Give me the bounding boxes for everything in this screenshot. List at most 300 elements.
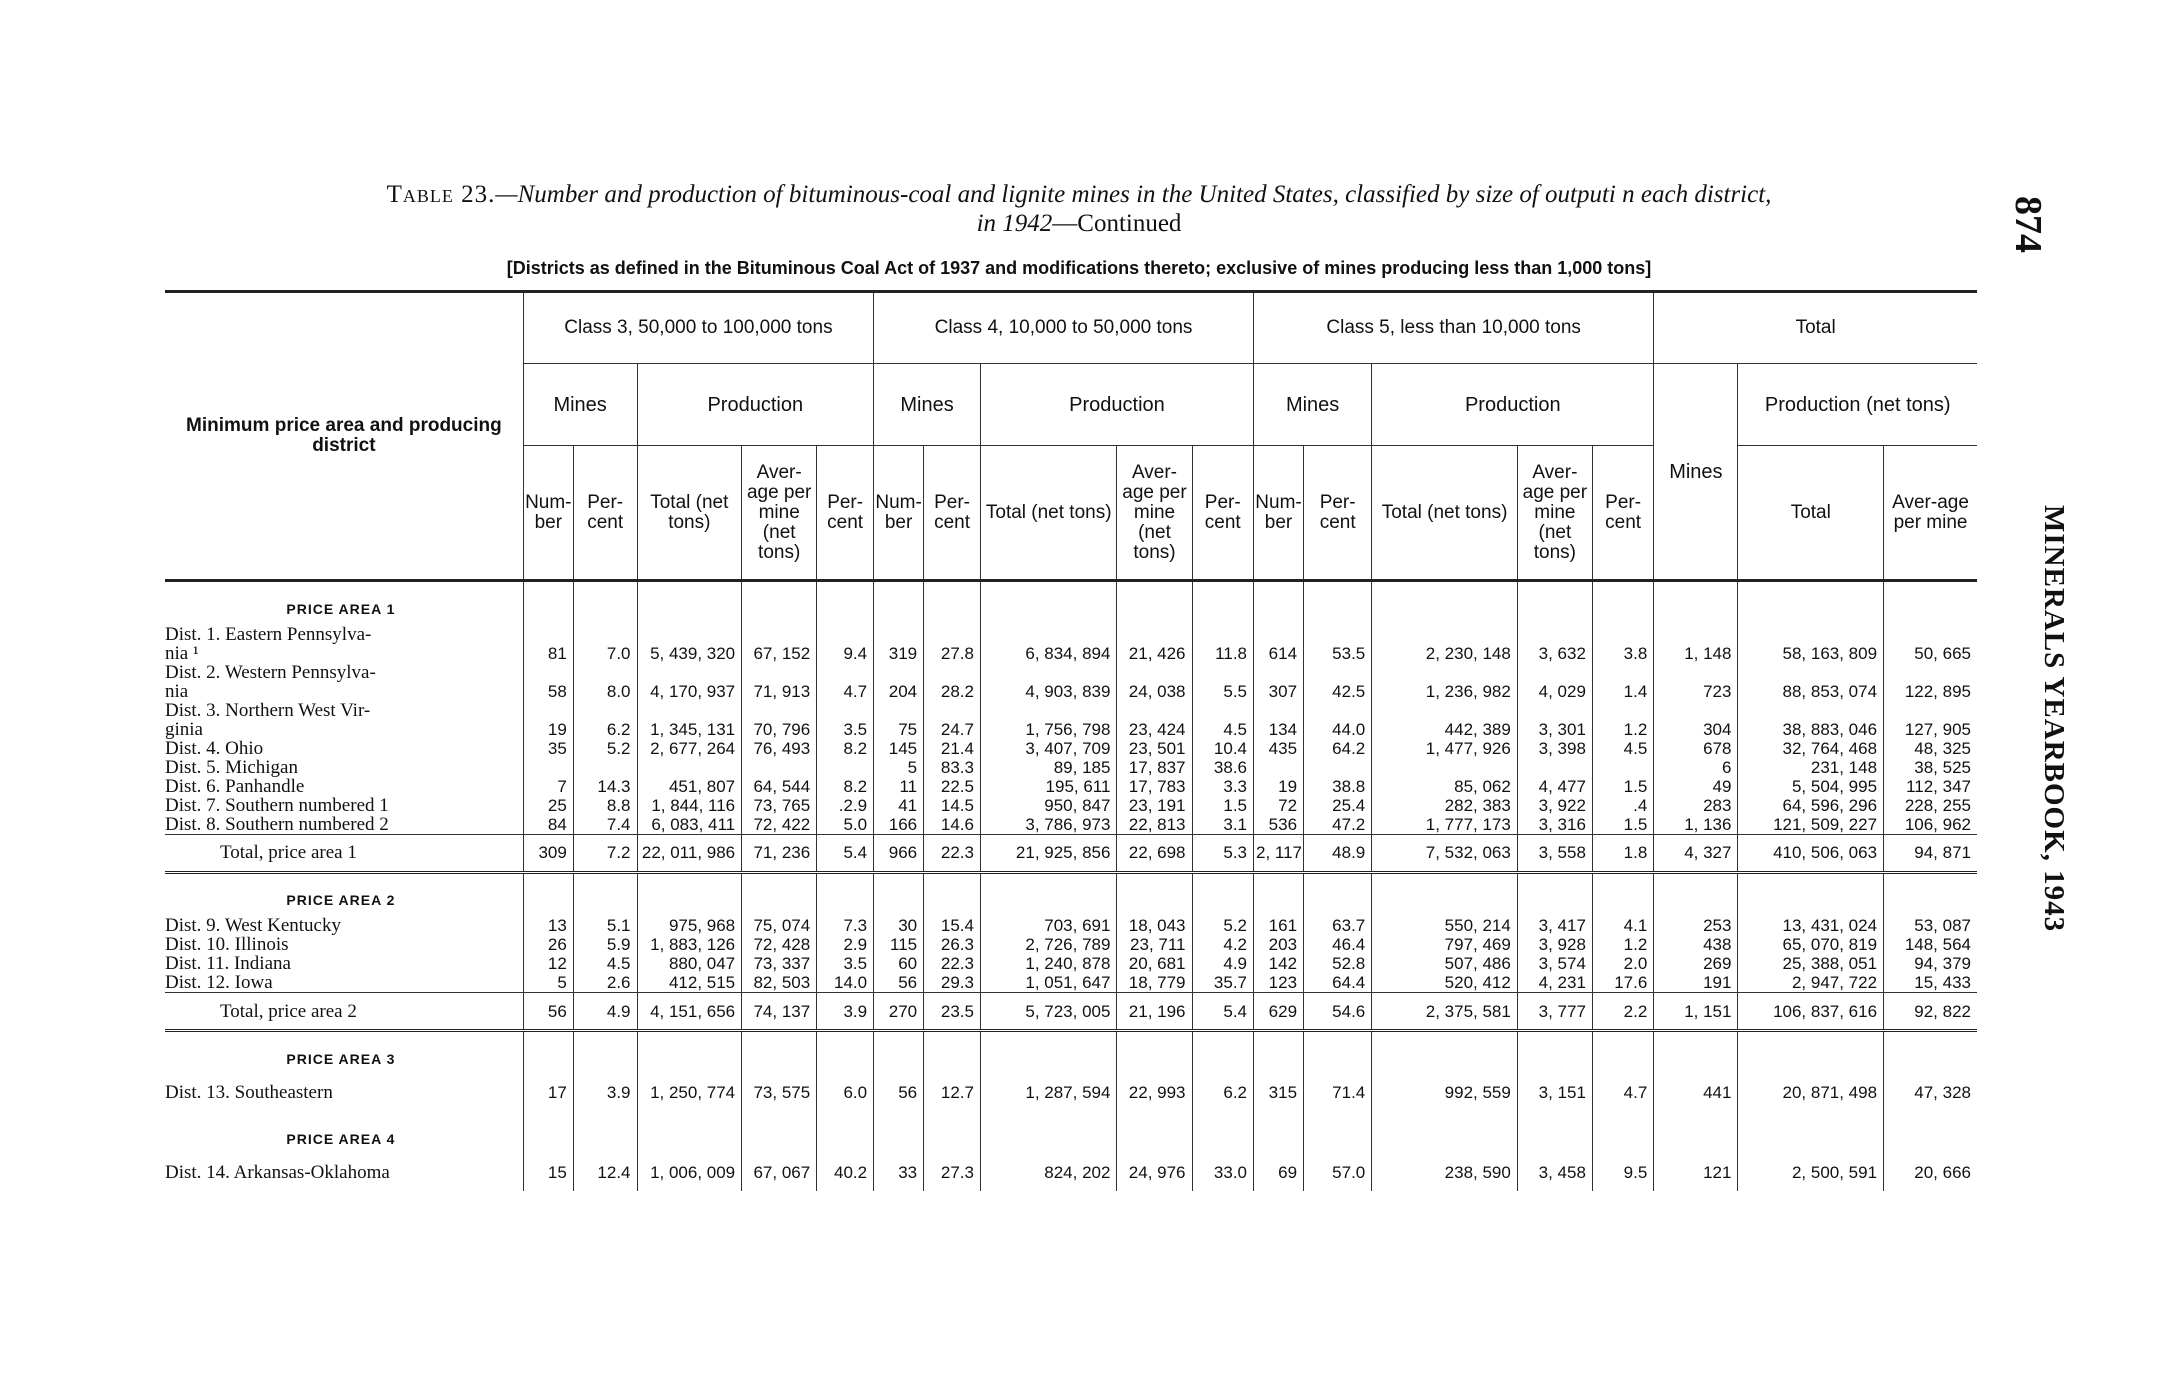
table-cell: 58: [523, 682, 573, 701]
table-cell: [1254, 663, 1304, 682]
table-cell: 1, 777, 173: [1372, 815, 1518, 835]
table-cell: [1884, 1111, 1977, 1155]
table-cell: [874, 625, 924, 644]
table-cell: 49: [1654, 777, 1738, 796]
table-cell: [817, 701, 874, 720]
table-cell: 122, 895: [1884, 682, 1977, 701]
table-cell: [523, 1111, 573, 1155]
table-cell: 7.2: [573, 834, 637, 872]
table-cell: 2, 726, 789: [980, 935, 1116, 954]
table-cell: 21, 196: [1117, 993, 1192, 1031]
table-cell: 48, 325: [1884, 739, 1977, 758]
table-cell: [1654, 872, 1738, 916]
table-cell: 2, 375, 581: [1372, 993, 1518, 1031]
table-cell: 7.4: [573, 815, 637, 835]
table-cell: [1304, 581, 1372, 625]
row-label: Total, price area 1: [165, 834, 523, 872]
table-cell: 38, 525: [1884, 758, 1977, 777]
table-cell: [523, 625, 573, 644]
table-cell: [1738, 1031, 1884, 1075]
row-label: Dist. 12. Iowa: [165, 972, 273, 993]
table-cell: 4.5: [1192, 720, 1253, 739]
table-cell: 22.3: [924, 954, 981, 973]
table-cell: 2, 947, 722: [1738, 973, 1884, 993]
class3-production-header: Production: [637, 364, 874, 446]
table-cell: 3.5: [817, 954, 874, 973]
table-cell: 17: [523, 1075, 573, 1111]
table-cell: [1372, 625, 1518, 644]
table-cell: 4, 151, 656: [637, 993, 742, 1031]
table-cell: 115: [874, 935, 924, 954]
table-cell: 40.2: [817, 1155, 874, 1191]
row-label: Dist. 8. Southern numbered 2: [165, 813, 389, 835]
table-cell: 1, 051, 647: [980, 973, 1116, 993]
table-cell: [980, 663, 1116, 682]
table-cell: 161: [1254, 916, 1304, 935]
table-title: [168, 180, 1990, 238]
table-cell: 72: [1254, 796, 1304, 815]
table-cell: 12: [523, 954, 573, 973]
table-cell: [924, 581, 981, 625]
table-cell: 17.6: [1592, 973, 1653, 993]
col-header-percent: Per-cent: [1592, 446, 1653, 581]
total-mines-header: Mines: [1654, 364, 1738, 581]
table-cell: [1592, 625, 1653, 644]
table-cell: [1884, 872, 1977, 916]
table-cell: 64, 544: [742, 777, 817, 796]
table-cell: [523, 1031, 573, 1075]
row-label: PRICE AREA 3: [286, 1050, 396, 1067]
table-cell: 5: [523, 973, 573, 993]
table-cell: 84: [523, 815, 573, 835]
table-cell: 17, 837: [1117, 758, 1192, 777]
table-cell: 92, 822: [1884, 993, 1977, 1031]
table-cell: 2, 230, 148: [1372, 644, 1518, 663]
table-cell: 106, 837, 616: [1738, 993, 1884, 1031]
table-cell: 614: [1254, 644, 1304, 663]
table-row: [165, 644, 1977, 663]
table-cell: 4, 231: [1517, 973, 1592, 993]
table-cell: [1372, 758, 1518, 777]
table-cell: [817, 625, 874, 644]
table-cell: 15.4: [924, 916, 981, 935]
col-header-percent: Per-cent: [1304, 446, 1372, 581]
table-cell: 81: [523, 644, 573, 663]
table-cell: 24, 976: [1117, 1155, 1192, 1191]
class5-mines-header: Mines: [1254, 364, 1372, 446]
table-cell: [523, 663, 573, 682]
table-cell: 204: [874, 682, 924, 701]
table-cell: [1884, 701, 1977, 720]
table-cell: 195, 611: [980, 777, 1116, 796]
table-cell: 629: [1254, 993, 1304, 1031]
table-cell: 3, 558: [1517, 834, 1592, 872]
table-cell: [1654, 581, 1738, 625]
row-label: Total, price area 2: [165, 993, 523, 1031]
table-cell: 27.8: [924, 644, 981, 663]
table-cell: 72, 422: [742, 815, 817, 835]
row-label: Dist. 2. Western Pennsylva-: [165, 661, 376, 683]
table-cell: 435: [1254, 739, 1304, 758]
table-cell: 56: [874, 973, 924, 993]
table-row: [165, 935, 1977, 954]
table-cell: 25.4: [1304, 796, 1372, 815]
table-cell: .4: [1592, 796, 1653, 815]
table-cell: 20, 871, 498: [1738, 1075, 1884, 1111]
table-cell: 1.8: [1592, 834, 1653, 872]
table-cell: 65, 070, 819: [1738, 935, 1884, 954]
table-cell: 38.6: [1192, 758, 1253, 777]
row-label: Dist. 11. Indiana: [165, 953, 291, 974]
table-cell: 166: [874, 815, 924, 835]
table-cell: [1654, 701, 1738, 720]
table-cell: [1517, 701, 1592, 720]
table-cell: [1192, 1111, 1253, 1155]
table-cell: [1517, 1111, 1592, 1155]
class5-production-header: Production: [1372, 364, 1654, 446]
row-label: PRICE AREA 1: [286, 600, 396, 617]
total-production-header: Production (net tons): [1738, 364, 1977, 446]
table-cell: 228, 255: [1884, 796, 1977, 815]
table-cell: 9.5: [1592, 1155, 1653, 1191]
table-cell: 33.0: [1192, 1155, 1253, 1191]
table-cell: 1.5: [1592, 777, 1653, 796]
table-row: [165, 777, 1977, 796]
table-cell: [1117, 581, 1192, 625]
table-cell: 5, 439, 320: [637, 644, 742, 663]
table-cell: [1192, 625, 1253, 644]
table-cell: [1738, 1111, 1884, 1155]
table-cell: 5.2: [573, 739, 637, 758]
table-cell: 5.9: [573, 935, 637, 954]
table-cell: 71, 236: [742, 834, 817, 872]
table-cell: 238, 590: [1372, 1155, 1518, 1191]
row-label: Dist. 5. Michigan: [165, 756, 298, 778]
table-cell: 1, 477, 926: [1372, 739, 1518, 758]
table-row: [165, 1075, 1977, 1111]
table-cell: 1, 151: [1654, 993, 1738, 1031]
table-cell: 41: [874, 796, 924, 815]
table-cell: 54.6: [1304, 993, 1372, 1031]
table-cell: [1254, 758, 1304, 777]
row-label: Dist. 9. West Kentucky: [165, 915, 341, 936]
table-cell: 319: [874, 644, 924, 663]
table-cell: 22.5: [924, 777, 981, 796]
table-cell: 142: [1254, 954, 1304, 973]
col-header-average: Aver-age per mine (net tons): [742, 446, 817, 581]
table-cell: 315: [1254, 1075, 1304, 1111]
table-cell: 11.8: [1192, 644, 1253, 663]
table-cell: 30: [874, 916, 924, 935]
table-cell: 1, 287, 594: [980, 1075, 1116, 1111]
table-cell: 10.4: [1192, 739, 1253, 758]
table-cell: 23, 424: [1117, 720, 1192, 739]
table-cell: [1738, 581, 1884, 625]
table-row: [165, 682, 1977, 701]
table-cell: 6.2: [1192, 1075, 1253, 1111]
table-cell: [573, 1031, 637, 1075]
table-row: [165, 720, 1977, 739]
table-cell: [1592, 872, 1653, 916]
table-cell: 723: [1654, 682, 1738, 701]
row-label: nia: [165, 680, 189, 702]
table-cell: [1192, 663, 1253, 682]
table-cell: 50, 665: [1884, 644, 1977, 663]
table-cell: 121: [1654, 1155, 1738, 1191]
table-cell: 442, 389: [1372, 720, 1518, 739]
table-cell: 438: [1654, 935, 1738, 954]
table-cell: 4, 029: [1517, 682, 1592, 701]
table-cell: 4, 903, 839: [980, 682, 1116, 701]
table-cell: [1192, 1031, 1253, 1075]
table-cell: [1372, 1031, 1518, 1075]
table-cell: [523, 758, 573, 777]
table-cell: 4.5: [573, 954, 637, 973]
table-cell: [742, 1111, 817, 1155]
table-cell: 3, 632: [1517, 644, 1592, 663]
table-cell: 82, 503: [742, 973, 817, 993]
table-cell: [1117, 872, 1192, 916]
table-cell: 58, 163, 809: [1738, 644, 1884, 663]
table-cell: 1.4: [1592, 682, 1653, 701]
table-cell: [1254, 1031, 1304, 1075]
col-header-average: Aver-age per mine (net tons): [1517, 446, 1592, 581]
table-cell: 4, 170, 937: [637, 682, 742, 701]
title-continued: —Continued: [1052, 210, 1182, 237]
table-row: [165, 758, 1977, 777]
table-cell: 15: [523, 1155, 573, 1191]
table-row: [165, 916, 1977, 935]
title-text-year: in 1942: [976, 210, 1053, 237]
table-cell: [1654, 1031, 1738, 1075]
table-cell: 21, 426: [1117, 644, 1192, 663]
table-cell: 53, 087: [1884, 916, 1977, 935]
total-row: [165, 834, 1977, 872]
table-cell: 29.3: [924, 973, 981, 993]
table-cell: [637, 758, 742, 777]
table-cell: [1592, 1031, 1653, 1075]
table-cell: [523, 581, 573, 625]
table-subtitle: [Districts as defined in the Bituminous Coal Act of 1937 and modifications thereto; exclusive of mines producing less than 1,000 tons]: [506, 258, 1652, 278]
table-cell: 3, 398: [1517, 739, 1592, 758]
table-cell: 8.8: [573, 796, 637, 815]
table-cell: 3.3: [1192, 777, 1253, 796]
table-cell: [1192, 872, 1253, 916]
table-cell: [742, 872, 817, 916]
col-header-total: Total (net tons): [980, 446, 1116, 581]
class4-mines-header: Mines: [874, 364, 981, 446]
table-cell: 1, 250, 774: [637, 1075, 742, 1111]
class5-header: Class 5, less than 10,000 tons: [1254, 292, 1654, 364]
table-cell: 17, 783: [1117, 777, 1192, 796]
table-cell: [874, 581, 924, 625]
table-row: [165, 973, 1977, 993]
table-cell: 3.8: [1592, 644, 1653, 663]
table-cell: [1304, 758, 1372, 777]
table-cell: [1254, 872, 1304, 916]
table-cell: [1738, 625, 1884, 644]
row-label: Dist. 3. Northern West Vir-: [165, 699, 371, 721]
table-cell: 23, 711: [1117, 935, 1192, 954]
table-cell: 83.3: [924, 758, 981, 777]
section-heading-row: [165, 581, 1977, 625]
table-cell: 1, 756, 798: [980, 720, 1116, 739]
table-cell: 63.7: [1304, 916, 1372, 935]
table-cell: 5.1: [573, 916, 637, 935]
table-cell: 2.9: [817, 935, 874, 954]
table-cell: 4.2: [1192, 935, 1253, 954]
table-cell: [637, 1111, 742, 1155]
table-cell: 1.2: [1592, 720, 1653, 739]
table-cell: 703, 691: [980, 916, 1116, 935]
table-cell: 536: [1254, 815, 1304, 835]
col-header-number: Num-ber: [523, 446, 573, 581]
table-cell: [523, 701, 573, 720]
table-cell: 3, 316: [1517, 815, 1592, 835]
table-row: [165, 815, 1977, 835]
table-cell: [980, 872, 1116, 916]
table-cell: 14.0: [817, 973, 874, 993]
table-cell: 22, 813: [1117, 815, 1192, 835]
table-cell: [742, 663, 817, 682]
table-cell: 14.3: [573, 777, 637, 796]
table-cell: [924, 701, 981, 720]
table-cell: 20, 681: [1117, 954, 1192, 973]
table-cell: [573, 625, 637, 644]
table-cell: 1, 883, 126: [637, 935, 742, 954]
table-cell: 6, 834, 894: [980, 644, 1116, 663]
table-cell: 507, 486: [1372, 954, 1518, 973]
table-cell: [573, 872, 637, 916]
class4-header: Class 4, 10,000 to 50,000 tons: [874, 292, 1254, 364]
table-cell: .2.9: [817, 796, 874, 815]
table-cell: 4.9: [573, 993, 637, 1031]
table-cell: [1517, 625, 1592, 644]
table-cell: 22, 011, 986: [637, 834, 742, 872]
table-cell: [1592, 758, 1653, 777]
table-cell: 24.7: [924, 720, 981, 739]
table-cell: 123: [1254, 973, 1304, 993]
table-cell: 282, 383: [1372, 796, 1518, 815]
table-cell: [1304, 1111, 1372, 1155]
table-row: [165, 954, 1977, 973]
table-cell: [817, 581, 874, 625]
data-table: [165, 290, 1977, 1191]
table-cell: 975, 968: [637, 916, 742, 935]
row-label: Dist. 7. Southern numbered 1: [165, 794, 389, 816]
table-cell: 19: [523, 720, 573, 739]
table-cell: [1517, 872, 1592, 916]
table-cell: [1372, 1111, 1518, 1155]
table-cell: 3, 786, 973: [980, 815, 1116, 835]
table-cell: [980, 625, 1116, 644]
table-cell: 1, 148: [1654, 644, 1738, 663]
table-cell: 4.1: [1592, 916, 1653, 935]
table-cell: 3, 922: [1517, 796, 1592, 815]
table-cell: 3.9: [817, 993, 874, 1031]
table-cell: 73, 337: [742, 954, 817, 973]
table-cell: 6.2: [573, 720, 637, 739]
running-head: MINERALS YEARBOOK, 1943: [2038, 505, 2070, 933]
table-cell: 5: [874, 758, 924, 777]
table-cell: 880, 047: [637, 954, 742, 973]
col-header-number: Num-ber: [874, 446, 924, 581]
table-cell: 4.7: [817, 682, 874, 701]
table-cell: 73, 765: [742, 796, 817, 815]
table-cell: 1, 240, 878: [980, 954, 1116, 973]
table-cell: 6: [1654, 758, 1738, 777]
table-cell: 75: [874, 720, 924, 739]
table-cell: 5.4: [817, 834, 874, 872]
table-cell: 64.4: [1304, 973, 1372, 993]
table-cell: [1254, 581, 1304, 625]
table-cell: [1117, 701, 1192, 720]
table-cell: 5, 504, 995: [1738, 777, 1884, 796]
table-cell: 1, 236, 982: [1372, 682, 1518, 701]
table-cell: [1192, 701, 1253, 720]
table-cell: [742, 625, 817, 644]
total-row: [165, 993, 1977, 1031]
table-cell: [874, 872, 924, 916]
table-cell: [1517, 663, 1592, 682]
total-header: Total: [1654, 292, 1977, 364]
table-cell: 1.5: [1192, 796, 1253, 815]
table-cell: [573, 663, 637, 682]
table-cell: 71, 913: [742, 682, 817, 701]
table-cell: [573, 758, 637, 777]
table-cell: 89, 185: [980, 758, 1116, 777]
col-header-percent: Per-cent: [573, 446, 637, 581]
table-cell: [1372, 581, 1518, 625]
table-cell: 47.2: [1304, 815, 1372, 835]
table-cell: 64, 596, 296: [1738, 796, 1884, 815]
table-cell: [1592, 581, 1653, 625]
table-cell: 57.0: [1304, 1155, 1372, 1191]
table-cell: 38, 883, 046: [1738, 720, 1884, 739]
table-row: [165, 701, 1977, 720]
table-cell: 950, 847: [980, 796, 1116, 815]
table-cell: 412, 515: [637, 973, 742, 993]
table-cell: 9.4: [817, 644, 874, 663]
table-cell: 69: [1254, 1155, 1304, 1191]
table-cell: [874, 663, 924, 682]
table-cell: 992, 559: [1372, 1075, 1518, 1111]
table-cell: 3.9: [573, 1075, 637, 1111]
table-row: [165, 739, 1977, 758]
table-cell: 8.2: [817, 777, 874, 796]
table-cell: 73, 575: [742, 1075, 817, 1111]
table-cell: 26: [523, 935, 573, 954]
table-cell: [1592, 701, 1653, 720]
table-cell: [637, 663, 742, 682]
table-cell: 3, 458: [1517, 1155, 1592, 1191]
table-cell: 56: [874, 1075, 924, 1111]
class3-header: Class 3, 50,000 to 100,000 tons: [523, 292, 873, 364]
table-cell: 191: [1654, 973, 1738, 993]
table-cell: 7, 532, 063: [1372, 834, 1518, 872]
table-cell: 4, 477: [1517, 777, 1592, 796]
row-label: PRICE AREA 4: [286, 1130, 396, 1147]
section-heading-row: [165, 1031, 1977, 1075]
col-header-number: Num-ber: [1254, 446, 1304, 581]
table-cell: 441: [1654, 1075, 1738, 1111]
table-cell: [980, 1111, 1116, 1155]
table-cell: 451, 807: [637, 777, 742, 796]
table-cell: 304: [1654, 720, 1738, 739]
table-cell: 4.7: [1592, 1075, 1653, 1111]
table-cell: 23, 501: [1117, 739, 1192, 758]
table-cell: 127, 905: [1884, 720, 1977, 739]
